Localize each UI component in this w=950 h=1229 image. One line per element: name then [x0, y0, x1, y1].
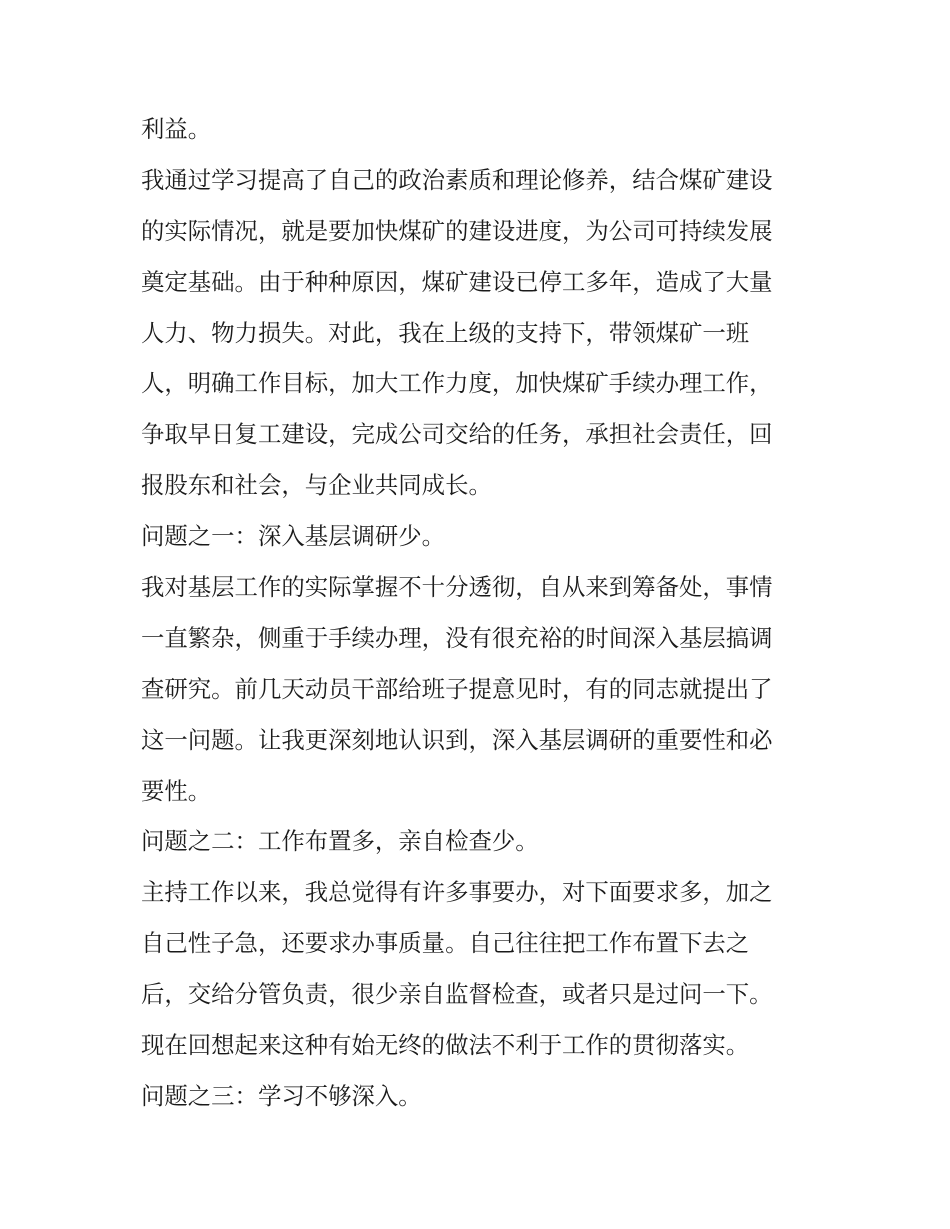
body-line: 查研究。前几天动员干部给班子提意见时，有的同志就提出了	[141, 674, 773, 703]
body-line: 我通过学习提高了自己的政治素质和理论修养，结合煤矿建设	[141, 165, 773, 194]
body-line: 一直繁杂，侧重于手续办理，没有很充裕的时间深入基层搞调	[141, 623, 773, 652]
body-line: 人力、物力损失。对此，我在上级的支持下，带领煤矿一班	[141, 318, 750, 347]
body-line: 现在回想起来这种有始无终的做法不利于工作的贯彻落实。	[141, 1031, 750, 1060]
section-heading: 问题之三：学习不够深入。	[141, 1081, 422, 1110]
body-line: 报股东和社会，与企业共同成长。	[141, 471, 492, 500]
body-line: 要性。	[141, 776, 212, 805]
body-line: 奠定基础。由于种种原因，煤矿建设已停工多年，造成了大量	[141, 267, 773, 296]
body-line: 争取早日复工建设，完成公司交给的任务，承担社会责任，回	[141, 420, 773, 449]
body-line: 后，交给分管负责，很少亲自监督检查，或者只是过问一下。	[141, 980, 773, 1009]
body-line: 主持工作以来，我总觉得有许多事要办，对下面要求多，加之	[141, 878, 773, 907]
body-line: 人，明确工作目标，加大工作力度，加快煤矿手续办理工作，	[141, 369, 773, 398]
section-heading: 问题之一：深入基层调研少。	[141, 522, 446, 551]
section-heading: 问题之二：工作布置多，亲自检查少。	[141, 827, 539, 856]
body-line: 我对基层工作的实际掌握不十分透彻，自从来到筹备处，事情	[141, 573, 773, 602]
body-line: 的实际情况，就是要加快煤矿的建设进度，为公司可持续发展	[141, 216, 773, 245]
document-body	[141, 110, 821, 1128]
body-line: 这一问题。让我更深刻地认识到，深入基层调研的重要性和必	[141, 725, 773, 754]
body-line: 自己性子急，还要求办事质量。自己往往把工作布置下去之	[141, 929, 750, 958]
body-line: 利益。	[141, 115, 212, 143]
